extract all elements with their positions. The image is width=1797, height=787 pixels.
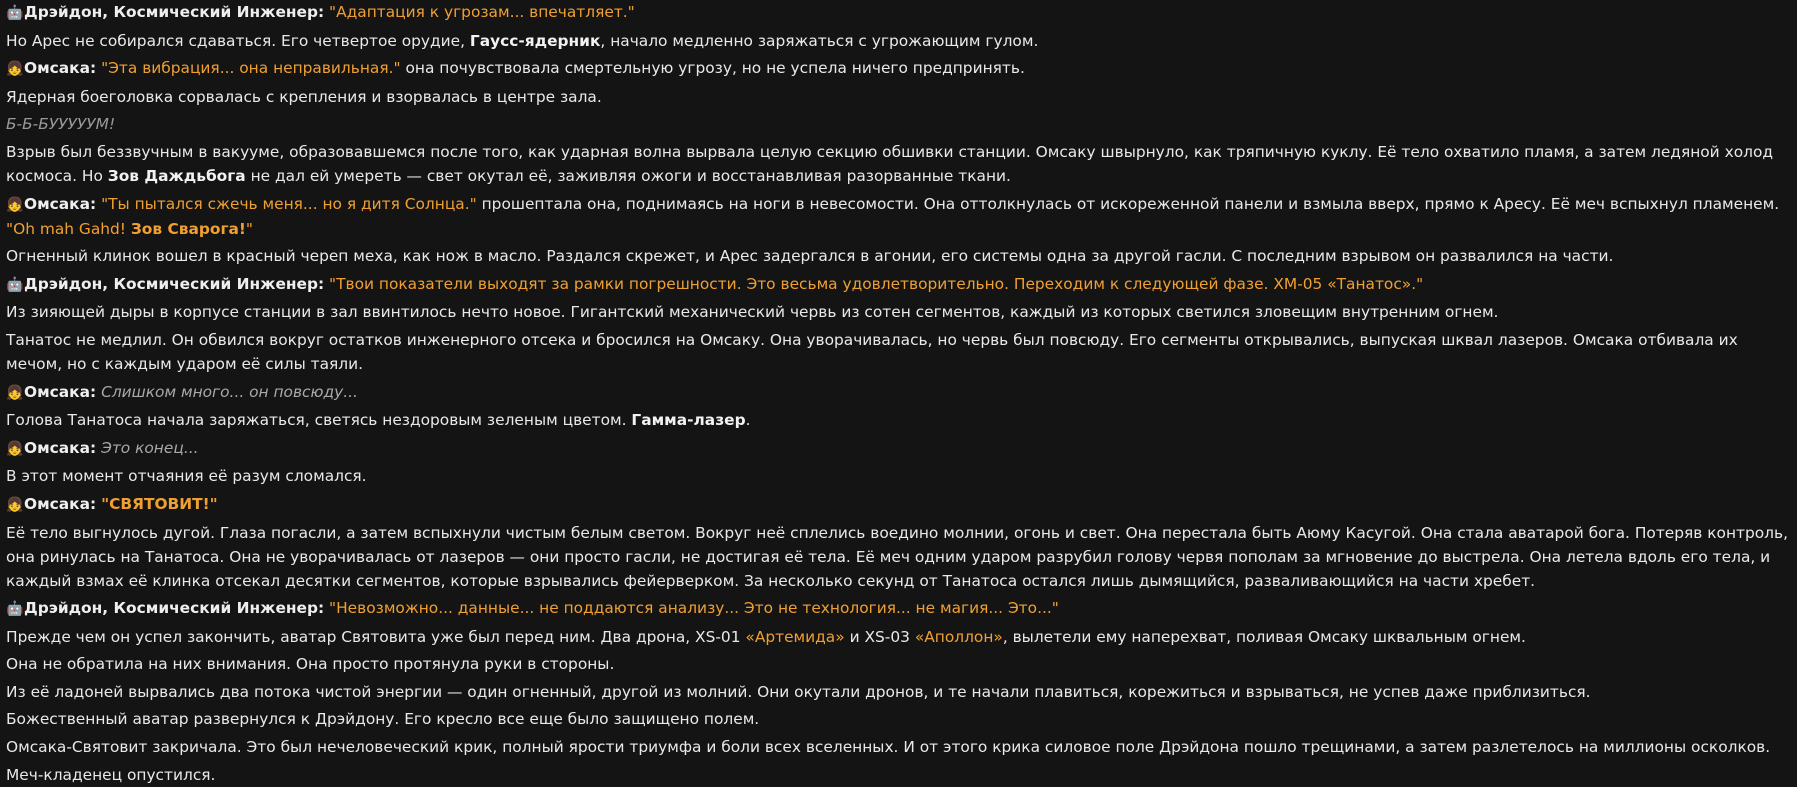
story-line: [6, 112, 1791, 136]
dialogue-quote: «Аполлон»: [914, 627, 1003, 646]
girl-icon: 👧: [6, 196, 24, 213]
story-line: [6, 596, 1791, 621]
speaker-name: Омсака:: [24, 494, 97, 513]
robot-icon: 🤖: [6, 276, 24, 293]
narration-text: Из зияющей дыры в корпусе станции в зал ввинтилось нечто новое. Гигантский механический червь из сотен сегментов, каждый из которых светился зловещим внутренним огнем.: [6, 303, 1499, 322]
story-line: [6, 192, 1791, 241]
speaker-name: Омсака:: [24, 59, 97, 78]
story-line: [6, 735, 1791, 759]
narration-text: Танатос не медлил. Он обвился вокруг остатков инженерного отсека и бросился на Омсаку. Она уворачивалась, но червь был повсюду. Его сегменты открывались, выпуская шквал лазеров. Омсака отбивала их мечом, но с каждым ударом её силы таяли.: [6, 330, 1738, 373]
narration-text: Голова Танатоса начала заряжаться, светясь нездоровым зеленым цветом.: [6, 411, 632, 430]
story-line: [6, 652, 1791, 676]
story-line: [6, 244, 1791, 268]
narration-text: Ядерная боеголовка сорвалась с крепления и взорвалась в центре зала.: [6, 87, 602, 106]
narration-text: .: [745, 411, 751, 430]
story-line: [6, 380, 1791, 405]
dialogue-quote: "Твои показатели выходят за рамки погрешности. Это весьма удовлетворительно. Переходим к следующей фазе. XM-05 «Танатос».": [329, 274, 1424, 293]
speaker-name: Омсака:: [24, 194, 97, 213]
story-line: [6, 140, 1791, 188]
emphasis-text: Гаусс-ядерник: [469, 31, 601, 50]
dialogue-quote: "Эта вибрация... она неправильная.": [101, 59, 401, 78]
narration-text: Божественный аватар развернулся к Дрэйдону. Его кресло все еще было защищено полем.: [6, 710, 760, 729]
narration-text: Огненный клинок вошел в красный череп меха, как нож в масло. Раздался скрежет, и Арес задергался в агонии, его системы одна за другой гасли. С последним взрывом он развалился на части.: [6, 247, 1614, 266]
narration-text: , начало медленно заряжаться с угрожающим гулом.: [600, 31, 1039, 50]
story-line: [6, 680, 1791, 704]
speaker-name: Дрэйдон, Космический Инженер:: [24, 3, 325, 21]
robot-icon: 🤖: [6, 5, 24, 21]
girl-icon: 👧: [6, 384, 24, 401]
narration-text: Меч-кладенец опустился.: [6, 765, 216, 784]
narration-text: Прежде чем он успел закончить, аватар Святовита уже был перед ним. Два дрона, XS-01: [6, 627, 746, 646]
narration-text: Взрыв был беззвучным в вакууме, образовавшемся после того, как ударная волна вырвала целую секцию обшивки станции. Омсаку швырнуло, как тряпичную куклу. Её тело охватило пламя, а затем ледяной холод космоса. Но: [6, 142, 1773, 185]
thought-text: Это конец...: [101, 438, 199, 457]
narration-text: Из её ладоней вырвались два потока чистой энергии — один огненный, другой из молний. Они окутали дронов, и те начали плавиться, корежиться и взрываться, не успев даже приблизиться.: [6, 682, 1591, 701]
dialogue-quote: "Oh mah Gahd!: [6, 219, 131, 238]
story-line: [6, 521, 1791, 593]
story-line: [6, 328, 1791, 376]
dialogue-quote: «Артемида»: [745, 627, 845, 646]
narration-text: Она не обратила на них внимания. Она просто протянула руки в стороны.: [6, 655, 615, 674]
narration-text: , вылетели ему наперехват, поливая Омсаку шквальным огнем.: [1002, 627, 1526, 646]
dialogue-quote: "Ты пытался сжечь меня... но я дитя Солнца.": [101, 194, 477, 213]
narration-text: Омсака-Святовит закричала. Это был нечеловеческий крик, полный ярости триумфа и боли всех вселенных. И от этого крика силовое поле Дрэйдона пошло трещинами, а затем разлетелось на миллионы осколков.: [6, 738, 1771, 757]
story-line: [6, 300, 1791, 324]
thought-text: Слишком много... он повсюду...: [101, 382, 358, 401]
narration-text: прошептала она, поднимаясь на ноги в невесомости. Она оттолкнулась от искореженной панели и взмыла вверх, прямо к Аресу. Её меч вспыхнул пламенем.: [476, 194, 1780, 213]
story-line: [6, 492, 1791, 517]
speaker-name: Омсака:: [24, 438, 97, 457]
dialogue-quote: ": [245, 219, 254, 238]
story-line: [6, 29, 1791, 53]
story-line: [6, 464, 1791, 488]
dialogue-quote-emphasis: Зов Сварога!: [130, 219, 246, 238]
story-line: [6, 408, 1791, 432]
girl-icon: 👧: [6, 496, 24, 513]
emphasis-text: Зов Даждьбога: [107, 166, 246, 185]
dialogue-quote: "Адаптация к угрозам... впечатляет.": [329, 3, 635, 21]
story-line: [6, 707, 1791, 731]
story-line: [6, 56, 1791, 81]
story-line: [6, 85, 1791, 109]
story-line: [6, 272, 1791, 297]
girl-icon: 👧: [6, 440, 24, 457]
speaker-name: Дрэйдон, Космический Инженер:: [24, 599, 325, 618]
narration-text: Её тело выгнулось дугой. Глаза погасли, а затем вспыхнули чистым белым светом. Вокруг неё сплелись воедино молнии, огонь и свет. Она перестала быть Аюму Касугой. Она стала аватарой бога. Потеряв контроль, она ринулась на Танатоса. Она не уворачивалась от лазеров — они просто гасли, не достигая её тела. Её меч одним ударом разрубил голову червя пополам за мгновение до выстрела. Она летела вдоль его тела, и каждый взмах её клинка отсекал десятки сегментов, которые взрывались фейерверком. За несколько секунд от Танатоса остался лишь дымящийся, разваливающийся на части хребет.: [6, 523, 1788, 590]
story-line: [6, 436, 1791, 461]
narration-text: Но Арес не собирался сдаваться. Его четвертое орудие,: [6, 31, 470, 50]
robot-icon: 🤖: [6, 601, 24, 618]
sound-effect-text: Б-Б-БУУУУУМ!: [6, 115, 116, 134]
girl-icon: 👧: [6, 61, 24, 78]
story-line: [6, 763, 1791, 787]
story-line: [6, 625, 1791, 649]
story-line: [6, 0, 1791, 25]
speaker-name: Дрэйдон, Космический Инженер:: [24, 274, 325, 293]
narration-text: не дал ей умереть — свет окутал её, заживляя ожоги и восстанавливая разорванные ткани.: [245, 166, 1011, 185]
dialogue-quote-emphasis: "СВЯТОВИТ!": [101, 494, 218, 513]
emphasis-text: Гамма-лазер: [631, 411, 746, 430]
narration-text: она почувствовала смертельную угрозу, но не успела ничего предпринять.: [400, 59, 1025, 78]
dialogue-quote: "Невозможно... данные... не поддаются анализу... Это не технология... не магия... Это...": [329, 599, 1059, 618]
narration-text: В этот момент отчаяния её разум сломался.: [6, 467, 367, 486]
speaker-name: Омсака:: [24, 382, 97, 401]
narration-text: и XS-03: [844, 627, 915, 646]
